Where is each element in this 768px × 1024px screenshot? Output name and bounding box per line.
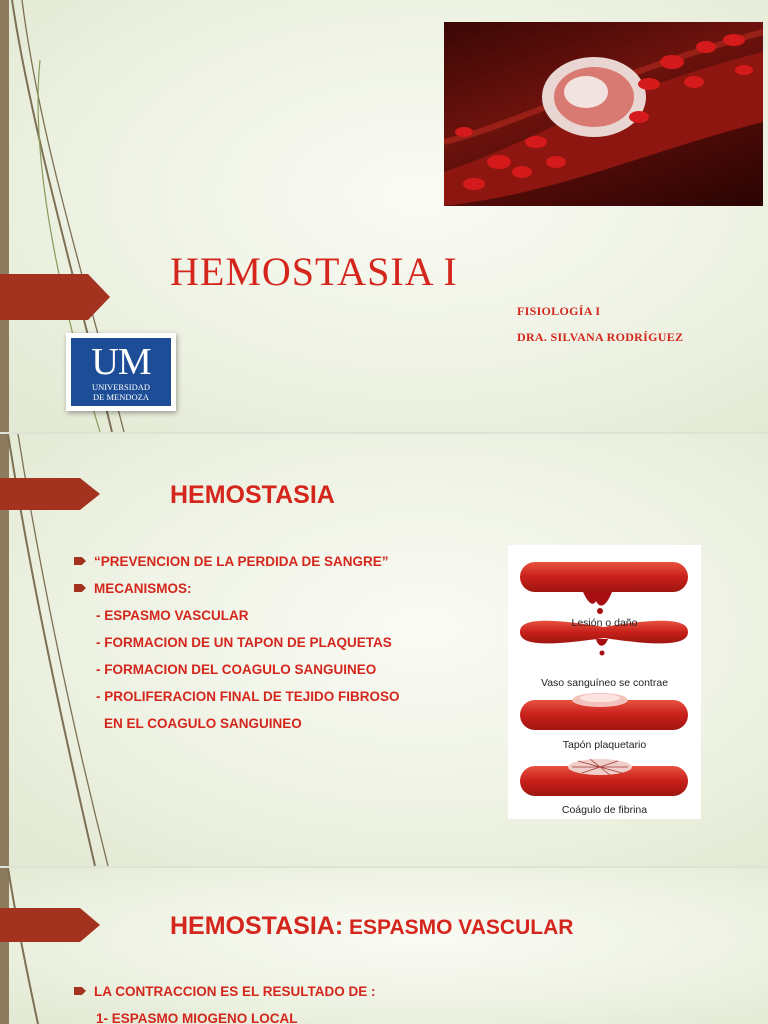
section-title: HEMOSTASIA: ESPASMO VASCULAR xyxy=(170,912,574,940)
bullet-list xyxy=(74,978,376,1024)
title-arrow-marker xyxy=(0,908,100,942)
list-subitem: - FORMACION DEL COAGULO SANGUINEO xyxy=(96,662,377,677)
blood-clot-photo xyxy=(444,22,763,206)
diagram-caption: Lesión o daño xyxy=(571,617,638,629)
logo-line1: UNIVERSIDAD xyxy=(91,382,151,392)
arrow-bullet-icon xyxy=(74,987,86,995)
title-arrow-marker xyxy=(0,478,100,510)
list-item: LA CONTRACCION ES EL RESULTADO DE : xyxy=(74,978,376,1005)
list-subitem: 1- ESPASMO MIOGENO LOCAL xyxy=(96,1011,298,1024)
author-name: DRA. SILVANA RODRÍGUEZ xyxy=(517,330,684,344)
bullet-list xyxy=(74,548,400,737)
list-item: “PREVENCION DE LA PERDIDA DE SANGRE” xyxy=(74,548,400,575)
course-name: FISIOLOGÍA I xyxy=(517,304,601,318)
slide-hemostasia xyxy=(0,434,768,866)
list-subitem: - ESPASMO VASCULAR xyxy=(96,608,249,623)
arrow-bullet-icon xyxy=(74,557,86,565)
logo-line2: DE MENDOZA xyxy=(93,392,149,402)
university-logo xyxy=(66,333,176,411)
list-item: MECANISMOS: xyxy=(74,575,400,602)
decor-swirl xyxy=(0,868,80,1024)
list-subitem: EN EL COAGULO SANGUINEO xyxy=(104,716,302,731)
diagram-caption: Coágulo de fibrina xyxy=(561,804,648,816)
diagram-caption: Tapón plaquetario xyxy=(562,739,647,751)
diagram-caption: Vaso sanguíneo se contrae xyxy=(540,677,669,689)
list-subitem: - FORMACION DE UN TAPON DE PLAQUETAS xyxy=(96,635,392,650)
arrow-bullet-icon xyxy=(74,584,86,592)
logo-abbr: UM xyxy=(91,341,151,383)
slide-title xyxy=(0,0,768,432)
slide-espasmo-vascular xyxy=(0,868,768,1024)
section-title: HEMOSTASIA xyxy=(170,481,335,509)
list-subitem: - PROLIFERACION FINAL DE TEJIDO FIBROSO xyxy=(96,689,400,704)
title-arrow-marker xyxy=(0,274,110,320)
page-title: HEMOSTASIA I xyxy=(170,249,458,294)
hemostasis-diagram xyxy=(508,545,701,819)
